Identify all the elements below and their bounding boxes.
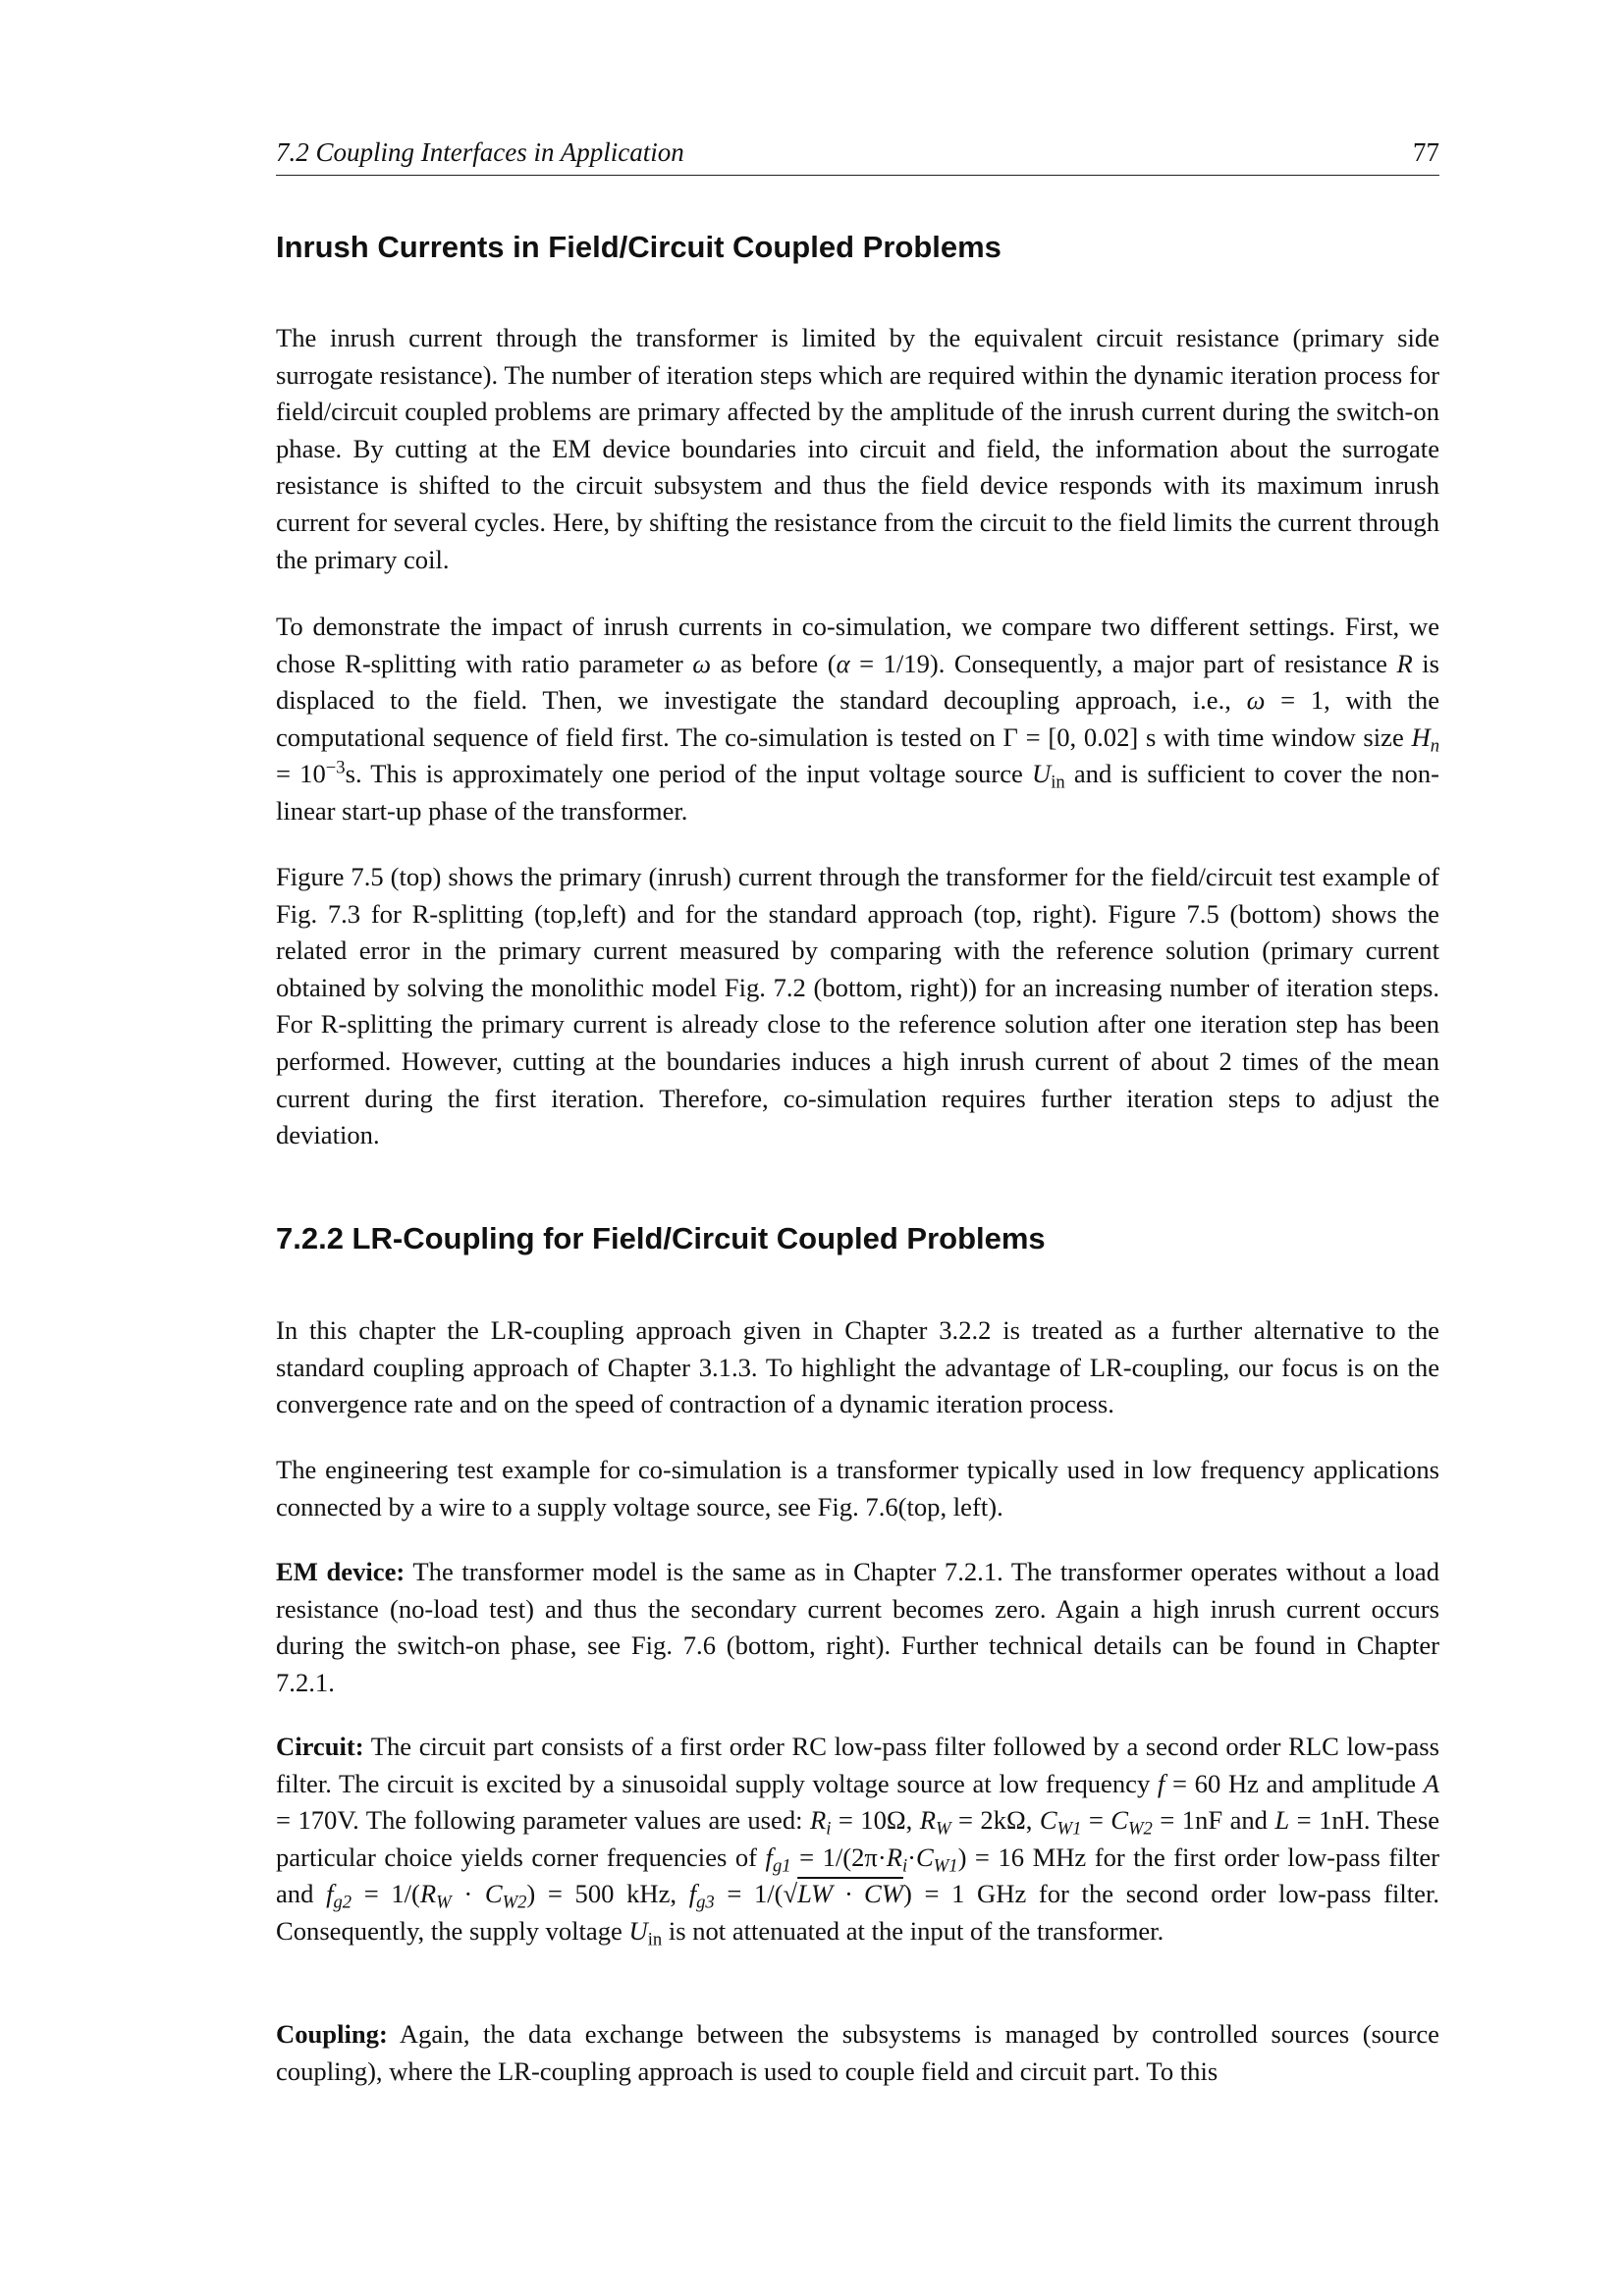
text-run: = 1/(2π· xyxy=(790,1842,887,1872)
paragraph xyxy=(276,1554,1439,1701)
text-run: To demonstrate the impact of inrush currents in co-simulation, we compare two different settings. First, we chose R-splitting with ratio parameter xyxy=(276,612,1439,678)
paragraph xyxy=(276,859,1439,1154)
math-symbol: f xyxy=(765,1842,773,1872)
text-run: = 1/(√ xyxy=(714,1879,798,1909)
text-run: and is sufficient to cover the non-linear start-up phase of the transformer. xyxy=(276,759,1439,826)
subscript: W1 xyxy=(933,1855,958,1877)
math-symbol: ω xyxy=(1246,685,1266,716)
subscript: W xyxy=(935,1818,951,1840)
subscript: in xyxy=(647,1929,663,1950)
math-symbol: C xyxy=(484,1879,503,1909)
subscript: i xyxy=(901,1855,908,1877)
page-number: 77 xyxy=(1413,137,1439,167)
text-run: = 1/( xyxy=(352,1879,420,1909)
math-symbol: C xyxy=(1039,1805,1057,1836)
math-symbol: α xyxy=(836,648,850,678)
math-symbol: L xyxy=(1274,1805,1290,1836)
subscript: W xyxy=(436,1892,452,1913)
header-section-title: 7.2 Coupling Interfaces in Application xyxy=(276,137,684,167)
math-symbol: R xyxy=(919,1805,936,1836)
text-run: s. This is approximately one period of the input voltage source xyxy=(345,759,1032,789)
text-run: = 10Ω, xyxy=(831,1805,920,1836)
math-symbol: U xyxy=(1032,759,1052,789)
text-run: = 1, with the computational sequence of field first. The co-simulation is tested on Γ = [0, 0.02] s with time window size xyxy=(276,685,1439,752)
text-run: Again, the data exchange between the subsystems is managed by controlled sources (source coupling), where the LR-coupling approach is used to couple field and circuit part. To this xyxy=(276,2019,1439,2086)
math-symbol: C xyxy=(916,1842,934,1872)
subscript: n xyxy=(1430,735,1439,757)
text-run: The circuit part consists of a first order RC low-pass filter followed by a second order RLC low-pass filter. The circuit is excited by a sinusoidal supply voltage source at low frequency xyxy=(276,1732,1439,1798)
math-symbol: f xyxy=(688,1879,697,1909)
text-run: is not attenuated at the input of the transformer. xyxy=(662,1915,1164,1946)
text-run: The engineering test example for co-simulation is a transformer typically used in low frequency applications connected by a wire to a supply voltage source, see Fig. 7.6(top, left). xyxy=(276,1455,1439,1522)
paragraph xyxy=(276,1452,1439,1525)
math-symbol: H xyxy=(1411,721,1431,752)
paragraph xyxy=(276,320,1439,578)
text-run: = 10 xyxy=(276,759,326,789)
text-run: The transformer model is the same as in Chapter 7.2.1. The transformer operates without a load resistance (no-load test) and thus the secondary current becomes zero. Again a high inrush current occurs during the switch-on phase, see Fig. 7.6 (bottom, right). Further technical details can be found in Chapter 7.2.1. xyxy=(276,1557,1439,1697)
text-run: = 170V. The following parameter values are used: xyxy=(276,1805,810,1836)
text-run: = 1nH. These particular choice yields corner frequencies of xyxy=(276,1805,1440,1872)
math-symbol: f xyxy=(326,1879,334,1909)
paragraph xyxy=(276,1312,1439,1423)
text-run: In this chapter the LR-coupling approach given in Chapter 3.2.2 is treated as a further alternative to the standard coupling approach of Chapter 3.1.3. To highlight the advantage of LR-coupling, our focus is on the convergence rate and on the speed of contraction of a dynamic iteration process. xyxy=(276,1315,1439,1419)
text-run: ) = 16 MHz for the first order low-pass filter and xyxy=(276,1842,1440,1909)
run-in-label: Circuit: xyxy=(276,1732,364,1761)
math-symbol: U xyxy=(628,1915,648,1946)
text-run: is displaced to the field. Then, we investigate the standard decoupling approach, i.e., xyxy=(276,648,1439,716)
text-run: Figure 7.5 (top) shows the primary (inrush) current through the transformer for the field/circuit test example of Fig. 7.3 for R-splitting (top,left) and for the standard approach (top, right). Figure 7.5 (bottom) shows the related error in the primary current measured by comparing with the reference solution (primary current obtained by solving the monolithic model Fig. 7.2 (bottom, right)) for an increasing number of iteration steps. For R-splitting the primary current is already close to the reference solution after one iteration step has been performed. However, cutting at the boundaries induces a high inrush current of about 2 times of the mean current during the first iteration. Therefore, co-simulation requires further iteration steps to adjust the deviation. xyxy=(276,862,1439,1150)
math-symbol: R xyxy=(809,1805,827,1836)
math-symbol: R xyxy=(1396,648,1413,678)
paragraph xyxy=(276,1729,1439,1950)
text-run: The inrush current through the transformer is limited by the equivalent circuit resistance (primary side surrogate resistance). The number of iteration steps which are required within the dynamic iteration process for field/circuit coupled problems are primary affected by the amplitude of the inrush current during the switch-on phase. By cutting at the EM device boundaries into circuit and field, the information about the surrogate resistance is shifted to the circuit subsystem and thus the field device responds with its maximum inrush current for several cycles. Here, by shifting the resistance from the circuit to the field limits the current through the primary coil. xyxy=(276,323,1439,574)
math-symbol: C xyxy=(1110,1805,1129,1836)
subscript: W1 xyxy=(1056,1818,1082,1840)
run-in-label: EM device: xyxy=(276,1557,406,1586)
paragraph xyxy=(276,2016,1439,2090)
subscript: g1 xyxy=(772,1855,791,1877)
text-run: = xyxy=(1081,1805,1111,1836)
text-run: = 60 Hz and amplitude xyxy=(1164,1768,1424,1798)
text-run: ) = 1 GHz for the second order low-pass filter. Consequently, the supply voltage xyxy=(276,1879,1440,1946)
text-run: = 1/19). Consequently, a major part of resistance xyxy=(849,648,1397,678)
subscript: g2 xyxy=(333,1892,352,1913)
text-run: · xyxy=(907,1842,916,1872)
math-symbol: R xyxy=(419,1879,437,1909)
paragraph xyxy=(276,609,1439,830)
sqrt-radicand: LW · CW xyxy=(797,1879,903,1909)
subscript: W2 xyxy=(1128,1818,1153,1840)
running-header xyxy=(276,135,1439,176)
text-run: ) = 500 kHz, xyxy=(526,1879,689,1909)
text-run: = 1nF and xyxy=(1152,1805,1275,1836)
math-symbol: f xyxy=(1157,1768,1165,1798)
math-symbol: ω xyxy=(692,648,712,678)
text-run: as before ( xyxy=(711,648,837,678)
subscript: in xyxy=(1051,772,1065,793)
run-in-label: Coupling: xyxy=(276,2019,388,2049)
math-symbol: A xyxy=(1423,1768,1439,1798)
subscript: g3 xyxy=(696,1892,715,1913)
text-run: = 2kΩ, xyxy=(950,1805,1040,1836)
subscript: W2 xyxy=(502,1892,527,1913)
subscript: i xyxy=(826,1818,832,1840)
superscript: −3 xyxy=(325,758,346,779)
subsection-heading-inrush: Inrush Currents in Field/Circuit Coupled Problems xyxy=(276,230,1001,264)
math-symbol: R xyxy=(886,1842,902,1872)
text-run: · xyxy=(451,1879,485,1909)
section-heading-lr-coupling: 7.2.2 LR-Coupling for Field/Circuit Coupled Problems xyxy=(276,1221,1046,1255)
